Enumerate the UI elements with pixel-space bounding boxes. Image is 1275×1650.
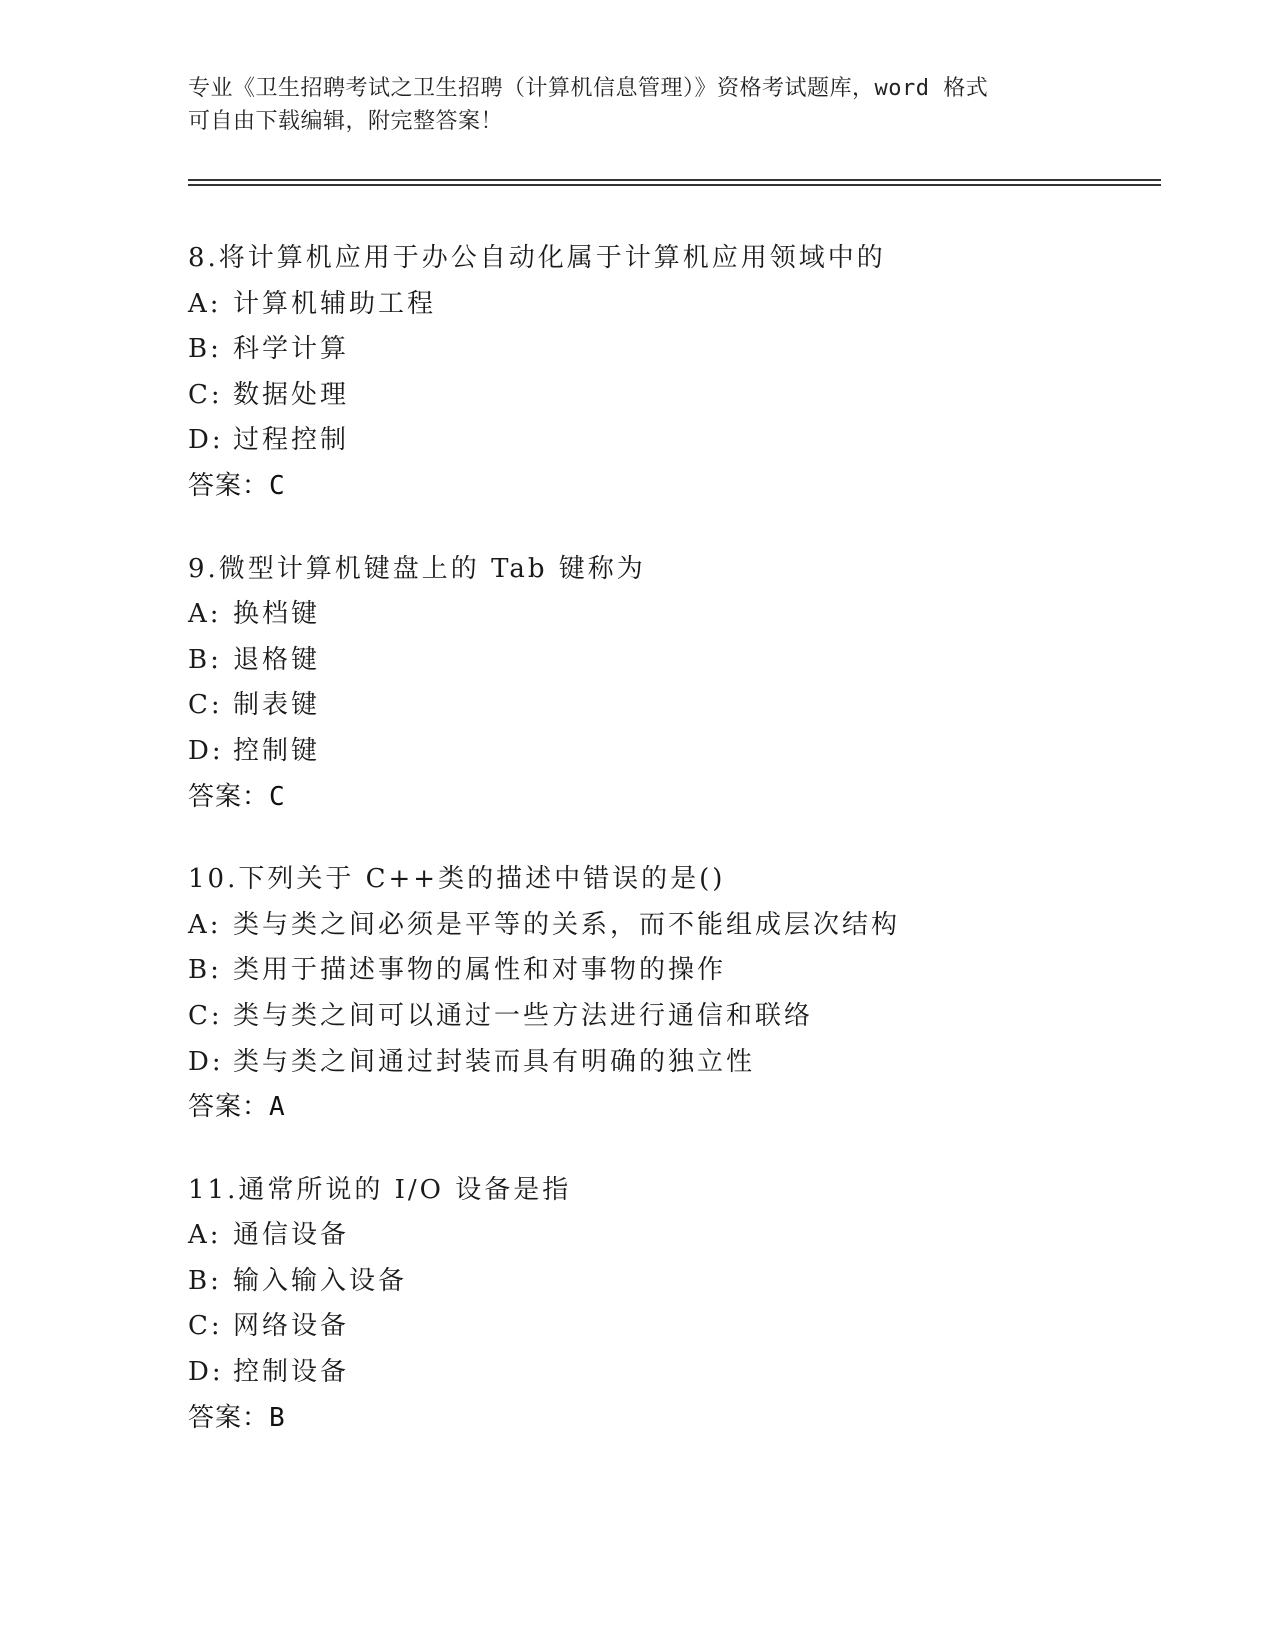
- option-letter: B:: [188, 334, 222, 365]
- option-d: [188, 729, 1168, 775]
- option-c: [188, 1304, 1168, 1350]
- option-letter: D:: [188, 425, 224, 456]
- option-d: [188, 1350, 1168, 1396]
- option-letter: D:: [188, 1046, 224, 1077]
- question-11: [188, 1168, 1168, 1442]
- option-text: 计算机辅助工程: [233, 288, 437, 319]
- answer: 答案：B: [188, 1402, 286, 1433]
- question-list: [188, 236, 1168, 1478]
- option-c: [188, 373, 1168, 419]
- option-letter: B:: [188, 955, 222, 986]
- option-d: [188, 418, 1168, 464]
- option-letter: B:: [188, 1265, 222, 1296]
- option-a: [188, 592, 1168, 638]
- option-d: [188, 1040, 1168, 1086]
- question-stem: 9.微型计算机键盘上的 Tab 键称为: [188, 553, 646, 584]
- option-text: 网络设备: [233, 1311, 350, 1342]
- option-letter: C:: [188, 1311, 223, 1342]
- option-b: [188, 1259, 1168, 1305]
- answer: 答案：C: [188, 470, 286, 501]
- question-stem: 11.通常所说的 I/O 设备是指: [188, 1174, 572, 1205]
- question-stem: 8.将计算机应用于办公自动化属于计算机应用领域中的: [188, 243, 886, 273]
- header-rule-bottom: [188, 184, 1161, 186]
- option-text: 类与类之间可以通过一些方法进行通信和联络: [233, 1000, 814, 1031]
- option-b: [188, 948, 1168, 994]
- document-header: [188, 72, 1068, 138]
- question-8: [188, 236, 1168, 510]
- option-text: 类用于描述事物的属性和对事物的操作: [233, 955, 727, 986]
- option-text: 类与类之间通过封装而具有明确的独立性: [233, 1046, 756, 1077]
- option-letter: D:: [188, 735, 224, 766]
- question-10: [188, 857, 1168, 1131]
- option-text: 退格键: [233, 644, 321, 675]
- option-letter: C:: [188, 379, 223, 410]
- option-c: [188, 683, 1168, 729]
- option-c: [188, 994, 1168, 1040]
- option-letter: B:: [188, 644, 222, 675]
- option-text: 科学计算: [233, 334, 350, 365]
- option-letter: A:: [188, 599, 222, 630]
- option-letter: D:: [188, 1357, 224, 1388]
- answer: 答案：A: [188, 1092, 286, 1123]
- option-letter: A:: [188, 909, 222, 940]
- option-letter: A:: [188, 1220, 222, 1251]
- option-b: [188, 638, 1168, 684]
- option-text: 通信设备: [233, 1220, 350, 1251]
- option-text: 制表键: [233, 690, 321, 721]
- answer: 答案：C: [188, 781, 286, 812]
- header-line-1: 专业《卫生招聘考试之卫生招聘（计算机信息管理）》资格考试题库，word 格式: [188, 76, 989, 101]
- option-letter: A:: [188, 288, 222, 319]
- option-a: [188, 1213, 1168, 1259]
- option-b: [188, 327, 1168, 373]
- option-a: [188, 282, 1168, 328]
- header-line-2: 可自由下载编辑，附完整答案！: [188, 109, 504, 134]
- question-9: [188, 547, 1168, 821]
- option-text: 换档键: [233, 599, 321, 630]
- option-text: 数据处理: [233, 379, 350, 410]
- option-text: 类与类之间必须是平等的关系，而不能组成层次结构: [233, 909, 901, 940]
- option-a: [188, 903, 1168, 949]
- question-stem: 10.下列关于 C++类的描述中错误的是(): [188, 864, 726, 895]
- header-rule-top: [188, 179, 1161, 181]
- option-text: 输入输入设备: [233, 1265, 408, 1296]
- option-text: 控制设备: [233, 1357, 350, 1388]
- option-letter: C:: [188, 1000, 223, 1031]
- option-text: 过程控制: [233, 425, 350, 456]
- option-text: 控制键: [233, 735, 321, 766]
- option-letter: C:: [188, 690, 223, 721]
